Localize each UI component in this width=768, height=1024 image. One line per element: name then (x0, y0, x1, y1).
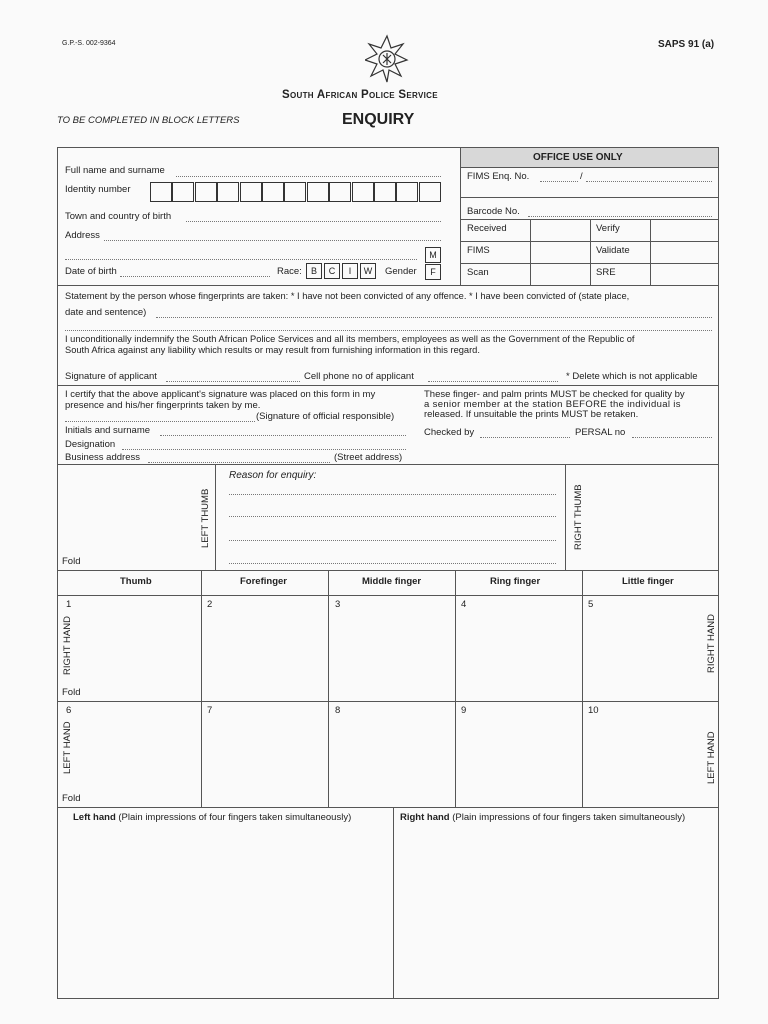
identity-digit-box[interactable] (150, 182, 172, 202)
fims-enq-field-a[interactable] (540, 181, 578, 182)
print-box-4[interactable] (456, 596, 581, 700)
indemnify-line2: South Africa against any liability which results or may result from furnishing information in this regard. (65, 345, 480, 355)
address-field-line2[interactable] (65, 259, 417, 260)
saps-star-emblem-icon (365, 34, 409, 84)
barcode-field[interactable] (528, 216, 712, 217)
dob-field[interactable] (120, 276, 270, 277)
fims-label: FIMS (467, 245, 490, 256)
identity-digit-box[interactable] (352, 182, 374, 202)
left-hand-plain-box[interactable] (58, 808, 392, 998)
print-box-10[interactable] (583, 702, 718, 806)
left-hand-plain-note: (Plain impressions of four fingers taken simultaneously) (118, 812, 352, 823)
form-code: G.P.-S. 002-9364 (62, 40, 116, 47)
business-address-label: Business address (65, 452, 140, 463)
fims-enq-label: FIMS Enq. No. (467, 171, 530, 182)
reason-field-3[interactable] (229, 540, 556, 541)
initials-surname-label: Initials and surname (65, 425, 151, 436)
reason-field-4[interactable] (229, 563, 556, 564)
delete-note: * Delete which is not applicable (566, 371, 698, 382)
address-label: Address (65, 230, 100, 241)
block-letters-instruction: TO BE COMPLETED IN BLOCK LETTERS (57, 115, 240, 126)
reason-field-2[interactable] (229, 516, 556, 517)
print-box-6[interactable] (58, 702, 200, 806)
header-middle-finger: Middle finger (362, 576, 422, 587)
identity-digit-box[interactable] (307, 182, 329, 202)
race-option-i[interactable]: I (342, 263, 358, 279)
identity-digit-box[interactable] (329, 182, 351, 202)
birth-place-field[interactable] (186, 221, 441, 222)
quality-line3: released. If unsuitable the prints MUST be retaken. (424, 409, 639, 420)
identity-number-label: Identity number (65, 184, 131, 195)
statement-line1: Statement by the person whose fingerprints are taken: * I have not been convicted of any offence. * I have been convicted of (state place, (65, 291, 630, 301)
org-name: South African Police Service (282, 89, 438, 101)
header-little-finger: Little finger (622, 576, 674, 587)
left-thumb-box[interactable] (58, 465, 214, 569)
cell-phone-label: Cell phone no of applicant (304, 371, 414, 382)
fims-enq-field-b[interactable] (586, 181, 712, 182)
finger-number-9: 9 (461, 705, 467, 716)
finger-number-2: 2 (207, 599, 213, 610)
identity-digit-box[interactable] (284, 182, 306, 202)
right-hand-plain-bold: Right hand (400, 812, 450, 823)
left-hand-plain-label (73, 813, 351, 824)
finger-number-6: 6 (66, 705, 72, 716)
signature-applicant-label: Signature of applicant (65, 371, 157, 382)
gender-option-f[interactable]: F (425, 264, 441, 280)
print-box-9[interactable] (456, 702, 581, 806)
print-box-1[interactable] (58, 596, 200, 700)
right-hand-plain-label (400, 813, 685, 824)
official-signature-label: (Signature of official responsible) (256, 411, 395, 422)
certify-line1: I certify that the above applicant's signature was placed on this form in my (65, 389, 376, 400)
address-field-line1[interactable] (104, 240, 441, 241)
identity-digit-box[interactable] (262, 182, 284, 202)
business-address-field[interactable] (148, 462, 330, 463)
received-label: Received (467, 223, 507, 234)
finger-number-4: 4 (461, 599, 467, 610)
verify-label: Verify (596, 223, 620, 234)
form-title: ENQUIRY (342, 111, 415, 128)
print-box-3[interactable] (329, 596, 454, 700)
fold-label-right-hand: Fold (62, 687, 81, 698)
print-box-8[interactable] (329, 702, 454, 806)
print-box-5[interactable] (583, 596, 718, 700)
finger-number-3: 3 (335, 599, 341, 610)
checked-by-field[interactable] (480, 437, 570, 438)
signature-applicant-field[interactable] (166, 381, 300, 382)
statement-line2: date and sentence) (65, 307, 147, 318)
print-box-7[interactable] (202, 702, 327, 806)
fold-label-left-hand: Fold (62, 793, 81, 804)
statement-field-2[interactable] (65, 330, 712, 331)
header-thumb: Thumb (120, 576, 152, 587)
left-hand-label-right: LEFT HAND (706, 731, 717, 784)
identity-digit-box[interactable] (217, 182, 239, 202)
sre-label: SRE (596, 267, 616, 278)
identity-digit-box[interactable] (419, 182, 441, 202)
finger-number-8: 8 (335, 705, 341, 716)
identity-digit-box[interactable] (195, 182, 217, 202)
persal-label: PERSAL no (575, 427, 626, 438)
gender-label: Gender (385, 266, 417, 277)
race-option-w[interactable]: W (360, 263, 376, 279)
identity-digit-box[interactable] (240, 182, 262, 202)
statement-field-1[interactable] (156, 317, 712, 318)
barcode-label: Barcode No. (467, 206, 520, 217)
identity-digit-box[interactable] (374, 182, 396, 202)
fold-label-top: Fold (62, 556, 81, 567)
initials-surname-field[interactable] (160, 435, 406, 436)
full-name-field[interactable] (176, 176, 441, 177)
official-signature-field[interactable] (65, 421, 255, 422)
finger-number-1: 1 (66, 599, 72, 610)
header-ring-finger: Ring finger (490, 576, 541, 587)
office-use-title: OFFICE USE ONLY (533, 152, 623, 163)
cell-phone-field[interactable] (428, 381, 558, 382)
checked-by-label: Checked by (424, 427, 475, 438)
left-thumb-label: LEFT THUMB (200, 488, 211, 548)
quality-line2: a senior member at the station BEFORE the individual is (424, 399, 681, 410)
right-hand-plain-note: (Plain impressions of four fingers taken simultaneously) (452, 812, 686, 823)
right-thumb-label: RIGHT THUMB (573, 484, 584, 550)
finger-number-5: 5 (588, 599, 594, 610)
indemnify-line1: I unconditionally indemnify the South African Police Services and all its members, employees as well as the Government of the Republic of (65, 334, 635, 344)
right-hand-label-left: RIGHT HAND (62, 616, 73, 675)
left-hand-plain-bold: Left hand (73, 812, 116, 823)
race-option-b[interactable]: B (306, 263, 322, 279)
race-option-c[interactable]: C (324, 263, 340, 279)
quality-line1: These finger- and palm prints MUST be checked for quality by (424, 389, 685, 400)
finger-number-10: 10 (588, 705, 599, 716)
finger-number-7: 7 (207, 705, 213, 716)
form-number: SAPS 91 (a) (658, 39, 715, 50)
reason-label: Reason for enquiry: (229, 470, 317, 481)
validate-label: Validate (596, 245, 630, 256)
right-hand-plain-box[interactable] (394, 808, 718, 998)
header-forefinger: Forefinger (240, 576, 287, 587)
identity-digit-box[interactable] (172, 182, 194, 202)
persal-field[interactable] (632, 437, 712, 438)
birth-place-label: Town and country of birth (65, 211, 172, 222)
right-hand-label-right: RIGHT HAND (706, 614, 717, 673)
fims-enq-separator: / (580, 171, 583, 182)
street-address-label: (Street address) (334, 452, 403, 463)
dob-label: Date of birth (65, 266, 117, 277)
gender-option-m[interactable]: M (425, 247, 441, 263)
designation-label: Designation (65, 439, 116, 450)
race-label: Race: (277, 266, 302, 277)
designation-field[interactable] (122, 449, 406, 450)
scan-label: Scan (467, 267, 489, 278)
full-name-label: Full name and surname (65, 165, 165, 176)
left-hand-label-left: LEFT HAND (62, 721, 73, 774)
identity-digit-box[interactable] (396, 182, 418, 202)
right-thumb-box[interactable] (566, 465, 718, 569)
print-box-2[interactable] (202, 596, 327, 700)
reason-field-1[interactable] (229, 494, 556, 495)
certify-line2: presence and his/her fingerprints taken by me. (65, 400, 261, 411)
